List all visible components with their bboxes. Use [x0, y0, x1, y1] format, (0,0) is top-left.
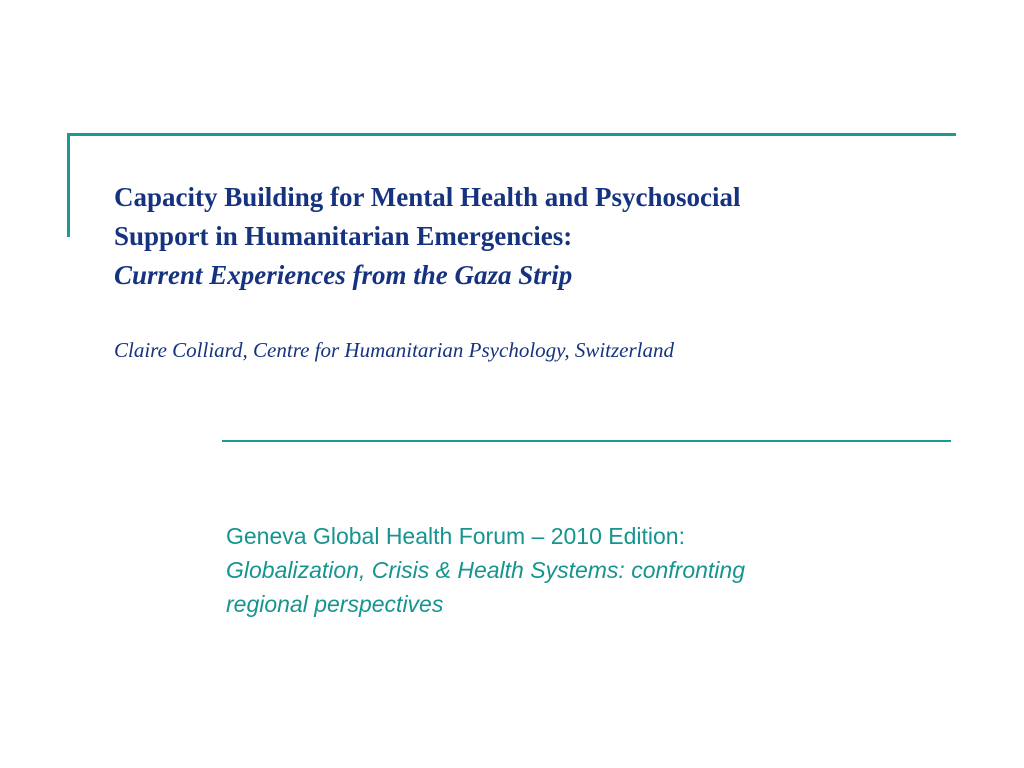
subtitle-line-3: regional perspectives — [226, 591, 444, 617]
event-subtitle — [226, 519, 926, 621]
frame-top-rule — [68, 133, 956, 136]
slide-title — [114, 178, 954, 295]
title-line-2: Support in Humanitarian Emergencies: — [114, 221, 573, 251]
divider-rule — [222, 440, 951, 442]
author-affiliation: Claire Colliard, Centre for Humanitarian Psychology, Switzerland — [114, 338, 674, 362]
subtitle-line-2: Globalization, Crisis & Health Systems: confronting — [226, 557, 745, 583]
subtitle-line-1: Geneva Global Health Forum – 2010 Edition: — [226, 523, 685, 549]
frame-left-rule — [67, 133, 70, 237]
title-line-1: Capacity Building for Mental Health and Psychosocial — [114, 182, 741, 212]
title-line-3: Current Experiences from the Gaza Strip — [114, 260, 573, 290]
